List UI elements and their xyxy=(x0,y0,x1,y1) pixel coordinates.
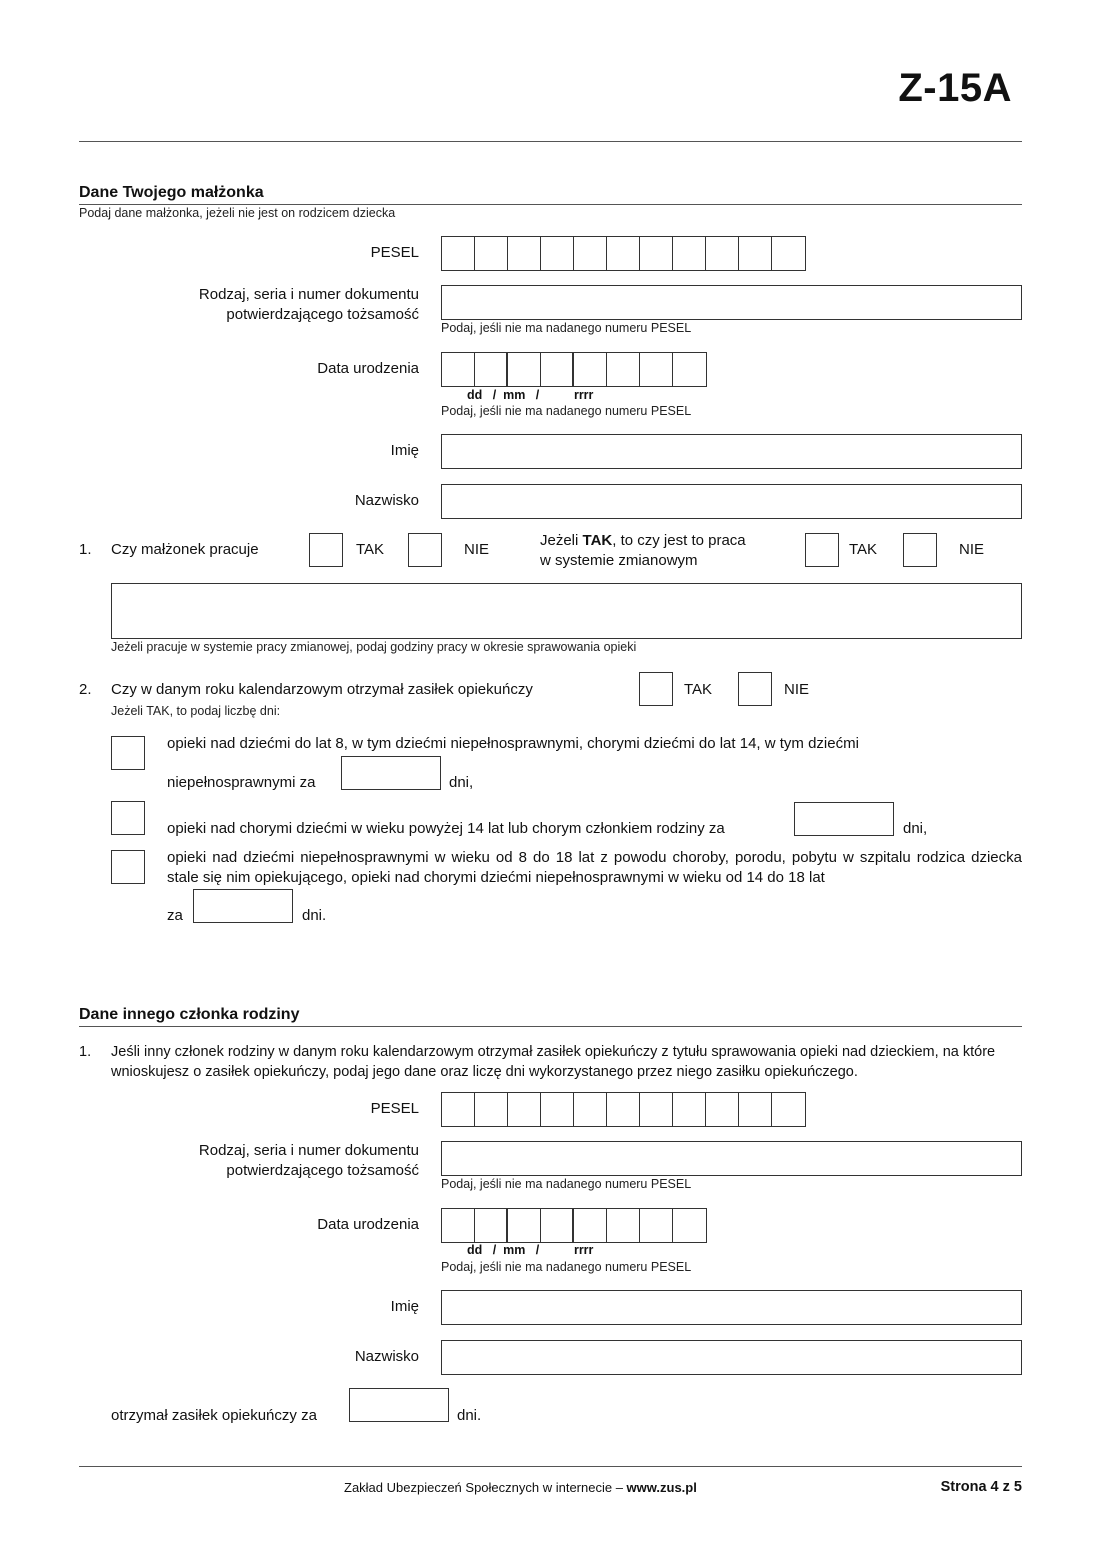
spouse-first-name-input[interactable] xyxy=(441,434,1022,469)
spouse-q2-hint: Jeżeli TAK, to podaj liczbę dni: xyxy=(111,704,281,718)
family-first-name-label: Imię xyxy=(390,1298,419,1315)
family-document-input[interactable] xyxy=(441,1141,1022,1176)
spouse-dob-guide: dd / mm / rrrr xyxy=(467,388,594,402)
spouse-option1-text: opieki nad dziećmi do lat 8, w tym dziećmi niepełnosprawnymi, chorymi dziećmi do lat 14, w tym dziećmi xyxy=(167,735,859,752)
spouse-option1-checkbox[interactable] xyxy=(111,736,145,770)
family-received-days-input[interactable] xyxy=(349,1388,449,1422)
footer-divider xyxy=(79,1466,1022,1467)
family-doc-label: Rodzaj, seria i numer dokumentu potwierdzającego tożsamość xyxy=(198,1142,419,1179)
spouse-shift-yes-checkbox[interactable] xyxy=(805,533,839,567)
family-pesel-input[interactable] xyxy=(441,1092,806,1127)
page-number: Strona 4 z 5 xyxy=(940,1479,1022,1495)
spouse-option3-text: opieki nad dziećmi niepełnosprawnymi w wieku od 8 do 18 lat z powodu choroby, porodu, pobytu w szpitalu rodzica dziecka stale się nim opiekującego, opieki nad chorymi dziećmi niepełnosprawnymi w wieku od 14 do 18 lat xyxy=(167,849,1022,886)
family-received-days-label: dni. xyxy=(457,1407,482,1424)
spouse-option2-days-input[interactable] xyxy=(794,802,894,836)
spouse-works-yes-checkbox[interactable] xyxy=(309,533,343,567)
spouse-pesel-input[interactable] xyxy=(441,236,806,271)
spouse-document-input[interactable] xyxy=(441,285,1022,320)
spouse-first-name-label: Imię xyxy=(390,442,419,459)
spouse-option1-days-label: dni, xyxy=(449,774,474,791)
header-divider xyxy=(79,141,1022,142)
spouse-last-name-input[interactable] xyxy=(441,484,1022,519)
spouse-option1-days-input[interactable] xyxy=(341,756,441,790)
spouse-shift-hours-input[interactable] xyxy=(111,583,1022,639)
family-dob-guide: dd / mm / rrrr xyxy=(467,1243,594,1257)
spouse-shift-yes-label: TAK xyxy=(849,541,878,558)
spouse-option3-za: za xyxy=(167,907,183,924)
spouse-q1-number: 1. xyxy=(79,541,92,558)
spouse-doc-hint: Podaj, jeśli nie ma nadanego numeru PESEL xyxy=(441,321,692,335)
spouse-last-name-label: Nazwisko xyxy=(354,492,419,509)
spouse-q2-text: Czy w danym roku kalendarzowym otrzymał zasiłek opiekuńczy xyxy=(111,681,533,698)
family-dob-hint: Podaj, jeśli nie ma nadanego numeru PESEL xyxy=(441,1260,692,1274)
spouse-option2-text: opieki nad chorymi dziećmi w wieku powyżej 14 lat lub chorym członkiem rodziny za xyxy=(167,820,725,837)
section-divider-family xyxy=(79,1026,1022,1027)
footer-center: Zakład Ubezpieczeń Społecznych w internecie – www.zus.pl xyxy=(344,1480,697,1495)
form-code: Z-15A xyxy=(898,66,1012,110)
spouse-benefit-yes-checkbox[interactable] xyxy=(639,672,673,706)
spouse-dob-hint: Podaj, jeśli nie ma nadanego numeru PESEL xyxy=(441,404,692,418)
spouse-benefit-no-checkbox[interactable] xyxy=(738,672,772,706)
spouse-works-no-label: NIE xyxy=(464,541,490,558)
family-pesel-label: PESEL xyxy=(370,1100,419,1117)
section-subtitle-spouse: Podaj dane małżonka, jeżeli nie jest on rodzicem dziecka xyxy=(79,206,396,220)
spouse-dob-label: Data urodzenia xyxy=(317,360,419,377)
spouse-q2-number: 2. xyxy=(79,681,92,698)
family-received-label: otrzymał zasiłek opiekuńczy za xyxy=(111,1407,317,1424)
family-q1-text: Jeśli inny członek rodziny w danym roku kalendarzowym otrzymał zasiłek opiekuńczy z tytułu sprawowania opieki nad dzieckiem, na które wnioskujesz o zasiłek opiekuńczy, podaj jego dane oraz liczę dni wykorzystanego przez niego zasiłku opiekuńczego. xyxy=(111,1044,996,1080)
spouse-shift-no-checkbox[interactable] xyxy=(903,533,937,567)
family-q1-number: 1. xyxy=(79,1044,92,1060)
section-title-spouse: Dane Twojego małżonka xyxy=(79,184,264,201)
spouse-works-no-checkbox[interactable] xyxy=(408,533,442,567)
spouse-option2-checkbox[interactable] xyxy=(111,801,145,835)
spouse-option3-days-label: dni. xyxy=(302,907,327,924)
spouse-option2-days-label: dni, xyxy=(903,820,928,837)
section-title-family: Dane innego członka rodziny xyxy=(79,1006,300,1023)
family-dob-label: Data urodzenia xyxy=(317,1216,419,1233)
spouse-option3-checkbox[interactable] xyxy=(111,850,145,884)
spouse-shift-no-label: NIE xyxy=(959,541,985,558)
spouse-works-yes-label: TAK xyxy=(356,541,385,558)
spouse-shift-hint: Jeżeli pracuje w systemie pracy zmianowej, podaj godziny pracy w okresie sprawowania opieki xyxy=(111,640,637,654)
section-divider-spouse xyxy=(79,204,1022,205)
spouse-doc-label: Rodzaj, seria i numer dokumentu potwierdzającego tożsamość xyxy=(198,286,419,323)
family-doc-hint: Podaj, jeśli nie ma nadanego numeru PESEL xyxy=(441,1177,692,1191)
spouse-shift-question: Jeżeli TAK, to czy jest to praca w systemie zmianowym xyxy=(540,532,746,569)
family-last-name-label: Nazwisko xyxy=(354,1348,419,1365)
spouse-q1-text: Czy małżonek pracuje xyxy=(111,541,259,558)
spouse-option3-days-input[interactable] xyxy=(193,889,293,923)
spouse-pesel-label: PESEL xyxy=(370,244,419,261)
spouse-option1-text-2: niepełnosprawnymi za xyxy=(167,774,316,791)
footer-link[interactable]: www.zus.pl xyxy=(626,1480,697,1495)
spouse-benefit-yes-label: TAK xyxy=(684,681,713,698)
spouse-dob-input[interactable] xyxy=(441,352,707,387)
family-first-name-input[interactable] xyxy=(441,1290,1022,1325)
family-dob-input[interactable] xyxy=(441,1208,707,1243)
spouse-benefit-no-label: NIE xyxy=(784,681,810,698)
family-last-name-input[interactable] xyxy=(441,1340,1022,1375)
